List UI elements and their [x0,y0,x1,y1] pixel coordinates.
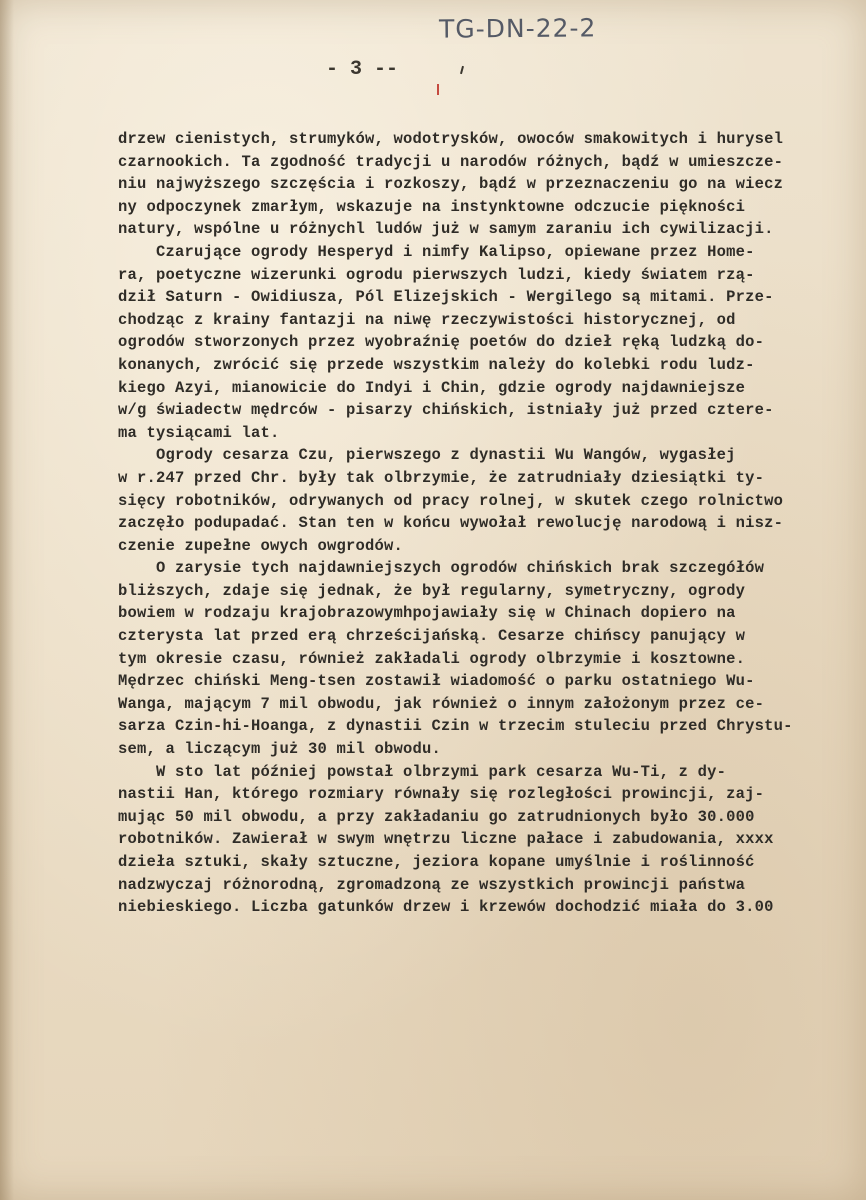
text-line: czterysta lat przed erą chrześcijańską. Cesarze chińscy panujący w [118,627,746,646]
text-line: sarza Czin-hi-Hoanga, z dynastii Czin w trzecim stuleciu przed Chrystu- [118,717,793,736]
text-line: Ogrody cesarza Czu, pierwszego z dynastii Wu Wangów, wygasłej [118,446,736,465]
text-line: W sto lat później powstał olbrzymi park cesarza Wu-Ti, z dy- [118,762,727,781]
ink-mark [460,66,464,74]
text-line: kiego Azyi, mianowicie do Indyi i Chin, gdzie ogrody najdawniejsze [118,378,746,397]
text-line: ra, poetyczne wizerunki ogrodu pierwszych ludzi, kiedy światem rzą- [118,265,755,284]
text-line: czarnookich. Ta zgodność tradycji u narodów różnych, bądź w umieszcze- [118,152,784,171]
text-line: w r.247 przed Chr. były tak olbrzymie, że zatrudniały dziesiątki ty- [118,468,765,487]
text-line: bliższych, zdaje się jednak, że był regularny, symetryczny, ogrody [118,581,746,600]
text-line: drzew cienistych, strumyków, wodotrysków, owoców smakowitych i hurysel [118,130,784,148]
text-line: chodząc z krainy fantazji na niwę rzeczywistości historycznej, od [118,310,736,329]
typewritten-text [118,128,866,919]
text-line: ma tysiącami lat. [118,423,280,442]
text-line: O zarysie tych najdawniejszych ogrodów chińskich brak szczegółów [118,559,765,578]
text-line: nastii Han, którego rozmiary równały się rozległości prowincji, zaj- [118,785,765,804]
text-line: natury, wspólne u różnychl ludów już w samym zaraniu ich cywilizacji. [118,220,774,239]
text-line: ogrodów stworzonych przez wyobraźnię poetów do dzieł ręką ludzką do- [118,333,765,352]
text-line: mując 50 mil obwodu, a przy zakładaniu go zatrudnionych było 30.000 [118,807,755,826]
text-line: niebieskiego. Liczba gatunków drzew i krzewów dochodzić miała do 3.00 [118,898,774,917]
text-line: tym okresie czasu, również zakładali ogrody olbrzymie i kosztowne. [118,649,746,668]
text-line: w/g świadectw mędrców - pisarzy chińskich, istniały już przed cztere- [118,401,774,420]
text-line: konanych, zwrócić się przede wszystkim należy do kolebki rodu ludz- [118,355,755,374]
page-number: - 3 -- [326,58,399,81]
text-line: Czarujące ogrody Hesperyd i nimfy Kalipso, opiewane przez Home- [118,242,755,261]
text-line: niu najwyższego szczęścia i rozkoszy, bądź w przeznaczeniu go na wiecz [118,175,784,194]
text-line: dził Saturn - Owidiusza, Pól Elizejskich - Wergilego są mitami. Prze- [118,288,774,307]
text-line: czenie zupełne owych owgrodów. [118,536,404,555]
text-line: Wanga, mającym 7 mil obwodu, jak również o innym założonym przez ce- [118,694,765,713]
text-line: ny odpoczynek zmarłym, wskazuje na instynktowne odczucie piękności [118,197,746,216]
text-line: sięcy robotników, odrywanych od pracy rolnej, w skutek czego rolnictwo [118,491,784,510]
red-ink-mark [437,84,439,95]
page-edge-shadow [0,0,14,1200]
reference-code: TG-DN-22-2 [438,13,597,44]
text-line: sem, a liczącym już 30 mil obwodu. [118,740,442,759]
text-line: nadzwyczaj różnorodną, zgromadzoną ze wszystkich prowincji państwa [118,875,746,894]
text-line: Mędrzec chiński Meng-tsen zostawił wiadomość o parku ostatniego Wu- [118,672,755,691]
text-line: dzieła sztuki, skały sztuczne, jeziora kopane umyślnie i roślinność [118,853,755,871]
text-line: zaczęło podupadać. Stan ten w końcu wywołał rewolucję narodową i nisz- [118,514,784,533]
text-line: robotników. Zawierał w swym wnętrzu liczne pałace i zabudowania, xxxx [118,830,774,849]
text-line: bowiem w rodzaju krajobrazowymhpojawiały się w Chinach dopiero na [118,604,736,623]
